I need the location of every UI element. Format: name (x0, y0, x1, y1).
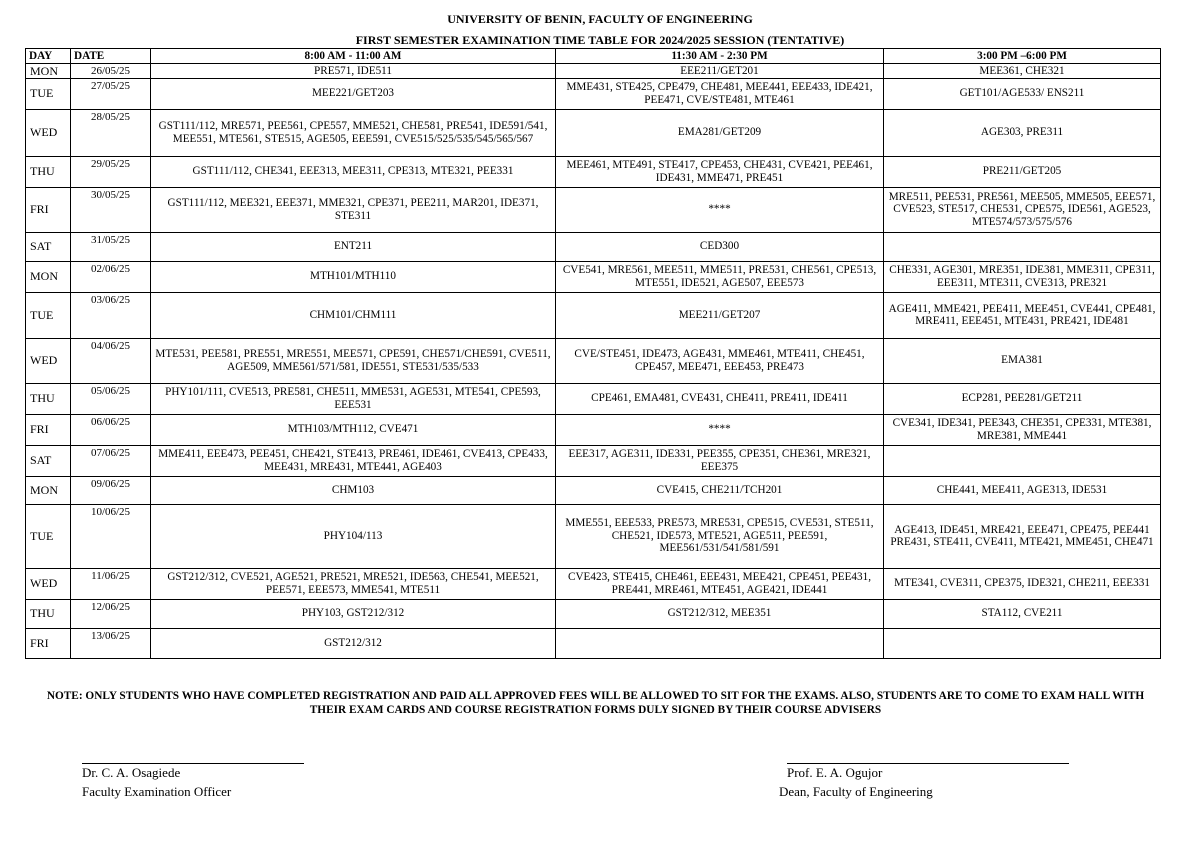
table-row (26, 476, 1161, 504)
morning-slot-cell: PRE571, IDE511 (151, 64, 556, 79)
institution-title: UNIVERSITY OF BENIN, FACULTY OF ENGINEERING (447, 12, 753, 26)
day-cell: THU (26, 156, 71, 187)
column-header-afternoon: 3:00 PM –6:00 PM (884, 49, 1161, 64)
date-cell: 28/05/25 (71, 109, 151, 156)
column-header-morning: 8:00 AM - 11:00 AM (151, 49, 556, 64)
signature-line (787, 763, 1069, 764)
table-header-row (26, 49, 1161, 64)
afternoon-slot-cell: CVE341, IDE341, PEE343, CHE351, CPE331, MTE381, MRE381, MME441 (884, 414, 1161, 445)
table-row (26, 156, 1161, 187)
eligibility-note: NOTE: ONLY STUDENTS WHO HAVE COMPLETED REGISTRATION AND PAID ALL APPROVED FEES WILL BE ALLOWED TO SIT FOR THE EXAMS. ALSO, STUDENTS ARE TO COME TO EXAM HALL WITH THEIR EXAM CARDS AND COURSE REGISTRATION FORMS DULY SIGNED BY THEIR COURSE ADVISERS (46, 690, 1145, 716)
afternoon-slot-cell: MRE511, PEE531, PRE561, MEE505, MME505, EEE571, CVE523, STE517, CHE531, CPE575, IDE561, AGE523, MTE574/573/575/576 (884, 187, 1161, 232)
morning-slot-cell: ENT211 (151, 232, 556, 261)
afternoon-slot-cell (884, 445, 1161, 476)
table-row (26, 628, 1161, 658)
morning-slot-cell: MTE531, PEE581, PRE551, MRE551, MEE571, CPE591, CHE571/CHE591, CVE511, AGE509, MME561/571/581, IDE551, STE531/535/533 (151, 338, 556, 383)
date-cell: 27/05/25 (71, 78, 151, 109)
table-row (26, 78, 1161, 109)
midday-slot-cell: MEE461, MTE491, STE417, CPE453, CHE431, CVE421, PEE461, IDE431, MME471, PRE451 (556, 156, 884, 187)
midday-slot-cell: CPE461, EMA481, CVE431, CHE411, PRE411, IDE411 (556, 383, 884, 414)
midday-slot-cell: CVE541, MRE561, MEE511, MME511, PRE531, CHE561, CPE513, MTE551, IDE521, AGE507, EEE573 (556, 261, 884, 292)
day-cell: WED (26, 338, 71, 383)
date-cell: 07/06/25 (71, 445, 151, 476)
morning-slot-cell: CHM103 (151, 476, 556, 504)
signatory-name: Dr. C. A. Osagiede (82, 765, 181, 780)
day-cell: MON (26, 476, 71, 504)
morning-slot-cell: GST212/312 (151, 628, 556, 658)
table-row (26, 292, 1161, 338)
date-cell: 11/06/25 (71, 568, 151, 599)
afternoon-slot-cell: GET101/AGE533/ ENS211 (884, 78, 1161, 109)
morning-slot-cell: PHY103, GST212/312 (151, 599, 556, 628)
date-cell: 31/05/25 (71, 232, 151, 261)
morning-slot-cell: PHY104/113 (151, 504, 556, 568)
midday-slot-cell: MME551, EEE533, PRE573, MRE531, CPE515, CVE531, STE511, CHE521, IDE573, MTE521, AGE511, PEE591, MEE561/531/541/581/591 (556, 504, 884, 568)
midday-slot-cell (556, 628, 884, 658)
morning-slot-cell: GST111/112, CHE341, EEE313, MEE311, CPE313, MTE321, PEE331 (151, 156, 556, 187)
morning-slot-cell: CHM101/CHM111 (151, 292, 556, 338)
column-header-date: DATE (71, 49, 151, 64)
table-row (26, 383, 1161, 414)
table-row (26, 504, 1161, 568)
afternoon-slot-cell: EMA381 (884, 338, 1161, 383)
date-cell: 29/05/25 (71, 156, 151, 187)
midday-slot-cell: EEE211/GET201 (556, 64, 884, 79)
signature-line (82, 763, 304, 764)
day-cell: FRI (26, 187, 71, 232)
date-cell: 06/06/25 (71, 414, 151, 445)
table-row (26, 261, 1161, 292)
morning-slot-cell: MTH103/MTH112, CVE471 (151, 414, 556, 445)
midday-slot-cell: CVE415, CHE211/TCH201 (556, 476, 884, 504)
signatory-role: Faculty Examination Officer (82, 784, 232, 799)
date-cell: 26/05/25 (71, 64, 151, 79)
morning-slot-cell: GST212/312, CVE521, AGE521, PRE521, MRE521, IDE563, CHE541, MEE521, PEE571, EEE573, MME541, MTE511 (151, 568, 556, 599)
midday-slot-cell: CED300 (556, 232, 884, 261)
midday-slot-cell: MME431, STE425, CPE479, CHE481, MEE441, EEE433, IDE421, PEE471, CVE/STE481, MTE461 (556, 78, 884, 109)
morning-slot-cell: GST111/112, MRE571, PEE561, CPE557, MME521, CHE581, PRE541, IDE591/541, MEE551, MTE561, STE515, AGE505, EEE591, CVE515/525/535/545/565/567 (151, 109, 556, 156)
column-header-day: DAY (26, 49, 71, 64)
table-row (26, 414, 1161, 445)
date-cell: 03/06/25 (71, 292, 151, 338)
day-cell: THU (26, 599, 71, 628)
table-row (26, 568, 1161, 599)
date-cell: 05/06/25 (71, 383, 151, 414)
midday-slot-cell: EMA281/GET209 (556, 109, 884, 156)
afternoon-slot-cell: MEE361, CHE321 (884, 64, 1161, 79)
afternoon-slot-cell: ECP281, PEE281/GET211 (884, 383, 1161, 414)
table-row (26, 338, 1161, 383)
afternoon-slot-cell: CHE331, AGE301, MRE351, IDE381, MME311, CPE311, EEE311, MTE311, CVE313, PRE321 (884, 261, 1161, 292)
signatory-role: Dean, Faculty of Engineering (779, 784, 933, 799)
table-row (26, 599, 1161, 628)
date-cell: 13/06/25 (71, 628, 151, 658)
date-cell: 02/06/25 (71, 261, 151, 292)
day-cell: TUE (26, 504, 71, 568)
day-cell: FRI (26, 628, 71, 658)
signatory-name: Prof. E. A. Ogujor (787, 765, 883, 780)
date-cell: 30/05/25 (71, 187, 151, 232)
day-cell: SAT (26, 445, 71, 476)
midday-slot-cell: EEE317, AGE311, IDE331, PEE355, CPE351, CHE361, MRE321, EEE375 (556, 445, 884, 476)
date-cell: 10/06/25 (71, 504, 151, 568)
morning-slot-cell: PHY101/111, CVE513, PRE581, CHE511, MME531, AGE531, MTE541, CPE593, EEE531 (151, 383, 556, 414)
morning-slot-cell: MTH101/MTH110 (151, 261, 556, 292)
date-cell: 09/06/25 (71, 476, 151, 504)
table-row (26, 109, 1161, 156)
afternoon-slot-cell (884, 232, 1161, 261)
afternoon-slot-cell: AGE303, PRE311 (884, 109, 1161, 156)
date-cell: 04/06/25 (71, 338, 151, 383)
exam-timetable (25, 48, 1161, 659)
midday-slot-cell: MEE211/GET207 (556, 292, 884, 338)
day-cell: WED (26, 109, 71, 156)
day-cell: TUE (26, 292, 71, 338)
afternoon-slot-cell: AGE413, IDE451, MRE421, EEE471, CPE475, PEE441 PRE431, STE411, CVE411, MTE421, MME451, CHE471 (884, 504, 1161, 568)
table-row (26, 187, 1161, 232)
table-row (26, 445, 1161, 476)
midday-slot-cell: CVE423, STE415, CHE461, EEE431, MEE421, CPE451, PEE431, PRE441, MRE461, MTE451, AGE421, IDE441 (556, 568, 884, 599)
midday-slot-cell: CVE/STE451, IDE473, AGE431, MME461, MTE411, CHE451, CPE457, MEE471, EEE453, PRE473 (556, 338, 884, 383)
afternoon-slot-cell: PRE211/GET205 (884, 156, 1161, 187)
timetable-body (26, 64, 1161, 659)
afternoon-slot-cell (884, 628, 1161, 658)
afternoon-slot-cell: MTE341, CVE311, CPE375, IDE321, CHE211, EEE331 (884, 568, 1161, 599)
column-header-midday: 11:30 AM - 2:30 PM (556, 49, 884, 64)
morning-slot-cell: MEE221/GET203 (151, 78, 556, 109)
day-cell: THU (26, 383, 71, 414)
morning-slot-cell: MME411, EEE473, PEE451, CHE421, STE413, PRE461, IDE461, CVE413, CPE433, MEE431, MRE431, MTE441, AGE403 (151, 445, 556, 476)
table-row (26, 232, 1161, 261)
day-cell: MON (26, 64, 71, 79)
afternoon-slot-cell: AGE411, MME421, PEE411, MEE451, CVE441, CPE481, MRE411, EEE451, MTE431, PRE421, IDE481 (884, 292, 1161, 338)
timetable-subtitle: FIRST SEMESTER EXAMINATION TIME TABLE FOR 2024/2025 SESSION (TENTATIVE) (355, 33, 845, 47)
midday-slot-cell: **** (556, 187, 884, 232)
day-cell: TUE (26, 78, 71, 109)
afternoon-slot-cell: STA112, CVE211 (884, 599, 1161, 628)
day-cell: SAT (26, 232, 71, 261)
day-cell: MON (26, 261, 71, 292)
afternoon-slot-cell: CHE441, MEE411, AGE313, IDE531 (884, 476, 1161, 504)
morning-slot-cell: GST111/112, MEE321, EEE371, MME321, CPE371, PEE211, MAR201, IDE371, STE311 (151, 187, 556, 232)
midday-slot-cell: GST212/312, MEE351 (556, 599, 884, 628)
day-cell: WED (26, 568, 71, 599)
table-row (26, 64, 1161, 79)
date-cell: 12/06/25 (71, 599, 151, 628)
midday-slot-cell: **** (556, 414, 884, 445)
day-cell: FRI (26, 414, 71, 445)
